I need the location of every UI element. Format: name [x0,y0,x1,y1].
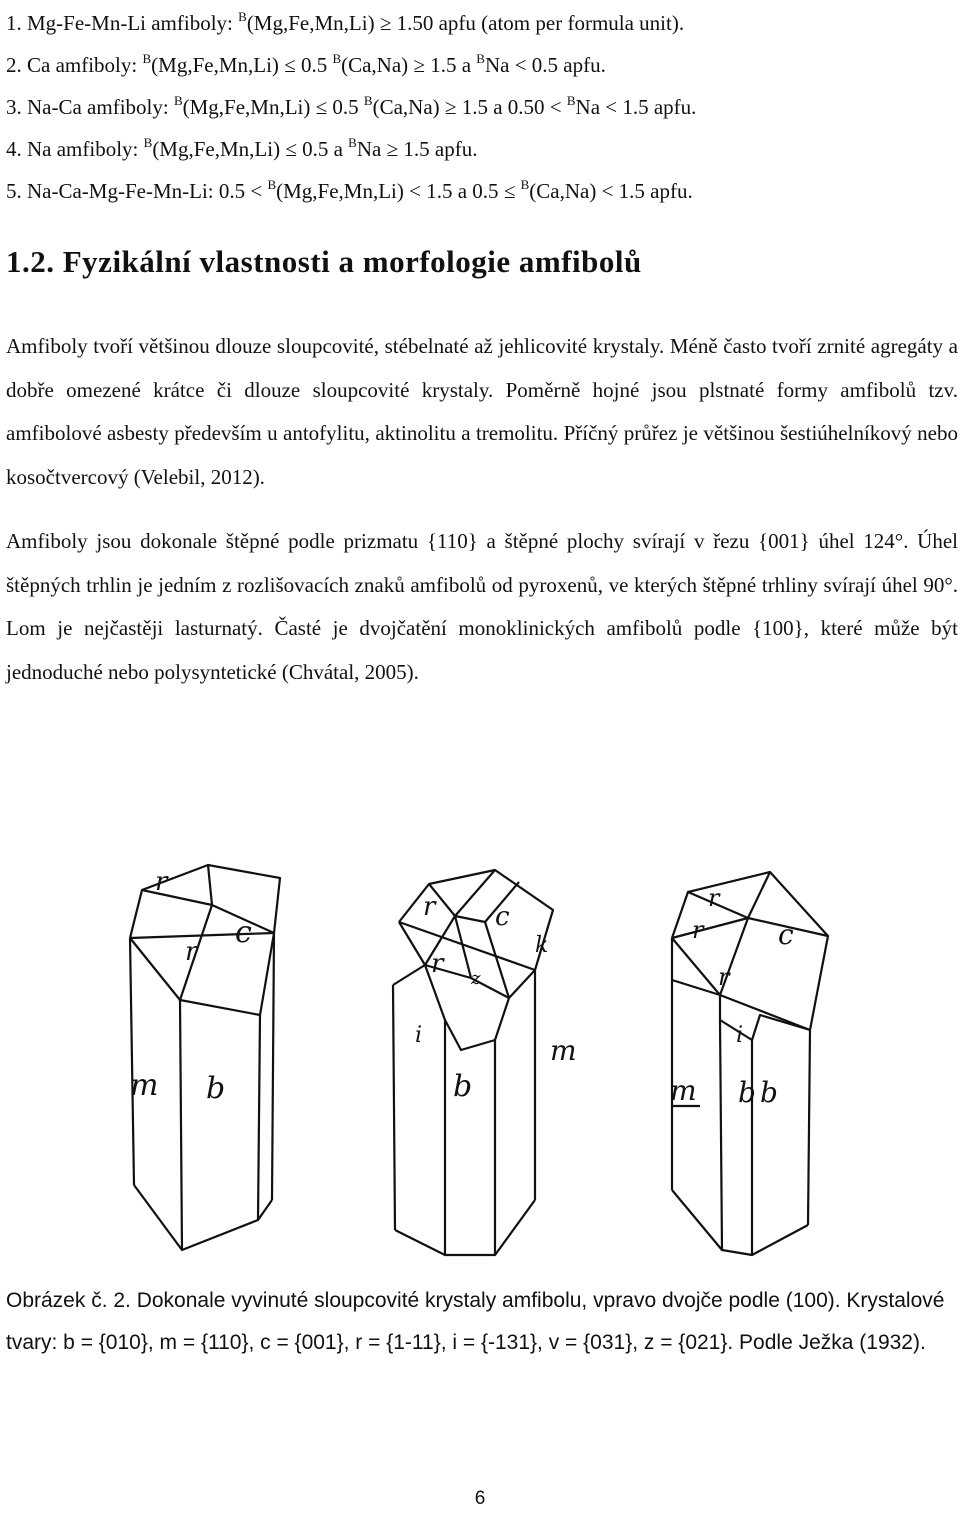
list-item: 1. Mg-Fe-Mn-Li amfiboly: $^B$(Mg,Fe,Mn,Li) ≥ 1.50 apfu (atom per formula unit). [6,9,685,35]
crystal-2-label-r: r [423,892,436,922]
crystal-1-label-c: c [235,915,252,950]
crystal-1-label-r-top: r [155,867,168,897]
paragraph-morphology: Amfiboly tvoří většinou dlouze sloupcovité, stébelnaté až jehlicovité krystaly. Méně často tvoří zrnité agregáty a dobře omezené krátce či dlouze sloupcovité krystaly. Poměrně hojné jsou plstnaté formy amfibolů tzv. amfibolové asbesty především u antofylitu, aktinolitu a tremolitu. Příčný průřez je většinou šestiúhelníkový nebo kosočtvercový (Velebil, 2012). [6,334,958,489]
crystal-3-label-i: i [736,1023,744,1048]
crystal-drawings-figure [120,860,860,1260]
crystal-2-drawing [393,870,577,1255]
crystal-3-label-m: m [670,1074,697,1107]
crystal-2-label-k: k [535,933,549,958]
crystal-1-label-b: b [206,1071,226,1106]
crystal-3-label-r-left: r [692,916,704,944]
crystal-2-label-z: z [471,968,481,989]
crystal-3-label-c: c [778,918,794,951]
crystal-2-label-r2: r [431,949,444,979]
crystal-3-drawing [670,872,828,1255]
crystal-1-label-r-front: r [185,937,198,967]
amphibole-classification-list [6,2,956,212]
list-item: 3. Na-Ca amfiboly: $^B$(Mg,Fe,Mn,Li) ≤ 0.5 $^B$(Ca,Na) ≥ 1.5 a 0.50 < $^B$Na < 1.5 apfu. [6,93,697,119]
crystal-3-label-b-right: b [760,1076,778,1109]
page-number: 6 [474,1488,486,1509]
crystal-1-label-m: m [130,1068,159,1103]
list-item: 4. Na amfiboly: $^B$(Mg,Fe,Mn,Li) ≤ 0.5 a $^B$Na ≥ 1.5 apfu. [6,135,478,161]
crystal-3-label-b-left: b [738,1076,756,1109]
crystal-2-label-c: c [495,902,510,932]
crystal-1-drawing [130,865,280,1250]
crystal-3-label-r-front: r [718,963,730,991]
crystal-2-label-m: m [550,1034,577,1067]
crystal-2-label-i: i [415,1023,423,1048]
paragraph-cleavage: Amfiboly jsou dokonale štěpné podle prizmatu {110} a štěpné plochy svírají v řezu {001} úhel 124°. Úhel štěpných trhlin je jedním z rozlišovacích znaků amfibolů od pyroxenů, ve kterých štěpné trhliny svírají úhel 90°. Lom je nejčastěji lasturnatý. Časté je dvojčatění monoklinických amfibolů podle {100}, které může být jednoduché nebo polysyntetické (Chvátal, 2005). [6,529,958,684]
section-heading: 1.2. Fyzikální vlastnosti a morfologie amfibolů [6,244,642,279]
crystal-2-label-b: b [453,1069,473,1104]
list-item: 5. Na-Ca-Mg-Fe-Mn-Li: 0.5 < $^B$(Mg,Fe,Mn,Li) < 1.5 a 0.5 ≤ $^B$(Ca,Na) < 1.5 apfu. [6,177,693,203]
crystal-3-label-r-top: r [708,884,720,912]
figure-caption: Obrázek č. 2. Dokonale vyvinuté sloupcovité krystaly amfibolu, vpravo dvojče podle (100). Krystalové tvary: b = {010}, m = {110}, c = {001}, r = {1-11}, i = {-131}, v = {031}, z = {021}. Podle Ježka (1932). [6,1289,945,1354]
list-item: 2. Ca amfiboly: $^B$(Mg,Fe,Mn,Li) ≤ 0.5 $^B$(Ca,Na) ≥ 1.5 a $^B$Na < 0.5 apfu. [6,51,606,77]
